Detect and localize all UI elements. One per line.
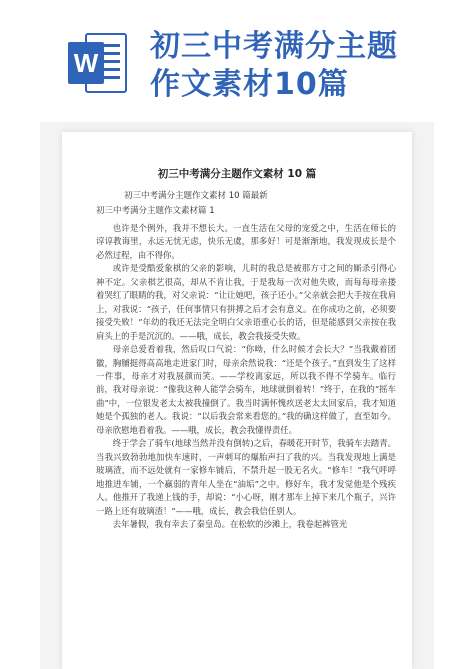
document-subtitle: 初三中考满分主题作文素材 10 篇最新 [124, 191, 268, 201]
paragraph: 终于学会了骑车(地球当然并没有倒转)之后，春暖花开时节，我骑车去踏青。当我兴致勃勃地加快车速时，一声刺耳的爆胎声扫了我的兴。当我发现地上满是玻璃渣，而不远处就有一家修车铺后，不禁升起一股无名火。“修车！”我气呼呼地推进车铺，一个赢弱的青年人坐在“油垢”之中。修好车，我才发觉他是个残疾人。他推开了我递上钱的手，却说：“小心呀，刚才那车上掉下来几个瓶子，兴许一路上还有玻璃渣！”——哦，成长，教会我信任别人。 [96, 438, 396, 516]
word-logo-letter: W [73, 48, 99, 78]
banner-title-line2: 作文素材10篇 [150, 67, 349, 102]
document-title: 初三中考满分主题作文素材 10 篇 [157, 168, 317, 180]
section-heading: 初三中考满分主题作文素材篇 1 [96, 206, 215, 216]
document-page [62, 132, 412, 669]
paragraph: 母亲总爱看着我，然后叹口气说：“你呦，什么时候才会长大？”当我戴着团徽，胸脯挺得高高地走进家门时，母亲余然说我：“还是个孩子。”直到发生了这样一件事，母亲才对我展颜而笑。——学校离家远，所以我不得不学骑车。临行前，我对母亲说：“像我这种人能学会骑车，地球就倒着转！”终于，在我的“摇车曲”中，一位银发老太太被我撞倒了。我当时满怀愧疚送老太太回家后，我才知道她是个孤独的老人。我说：“以后我会常来看您的。”我的确这样做了，直至如今。母亲欣慰地看着我。——哦，成长，教会我懂得责任。 [96, 344, 396, 435]
document-body [96, 222, 396, 531]
paragraph: 去年暑假，我有幸去了秦皇岛。在松软的沙滩上，我卷起裤管光 [112, 518, 348, 529]
paragraph: 也许是个例外，我并不想长大。一直生活在父母的宠爱之中，生活在师长的谆谆教诲里，永远无忧无虑，快乐无虞，那多好！可是渐渐地，我发现成长是个必然过程，由不得你。 [96, 223, 396, 260]
banner-title [150, 28, 470, 104]
banner-title-line1: 初三中考满分主题 [150, 29, 398, 64]
header-banner [0, 0, 474, 118]
word-document-icon [66, 30, 128, 96]
paragraph: 或许是受酷爱象棋的父亲的影响，儿时的我总是被那方寸之间的厮杀引得心神不定。父亲棋艺很高，却从不肯让我，于是我每一次对他失败，而每每母亲搂着哭红了眼睛的我，对父亲说：“让让她吧，孩子还小。”父亲就会把大手按在我肩上，对我说：“孩子，任何事情只有拼搏之后才会有意义。在你成功之前，必须要接受失败！”年幼的我还无法完全明白父亲语重心长的话，但是能感到父亲按在我肩头上的手是沉沉的。——哦，成长，教会我接受失败。 [96, 263, 396, 341]
